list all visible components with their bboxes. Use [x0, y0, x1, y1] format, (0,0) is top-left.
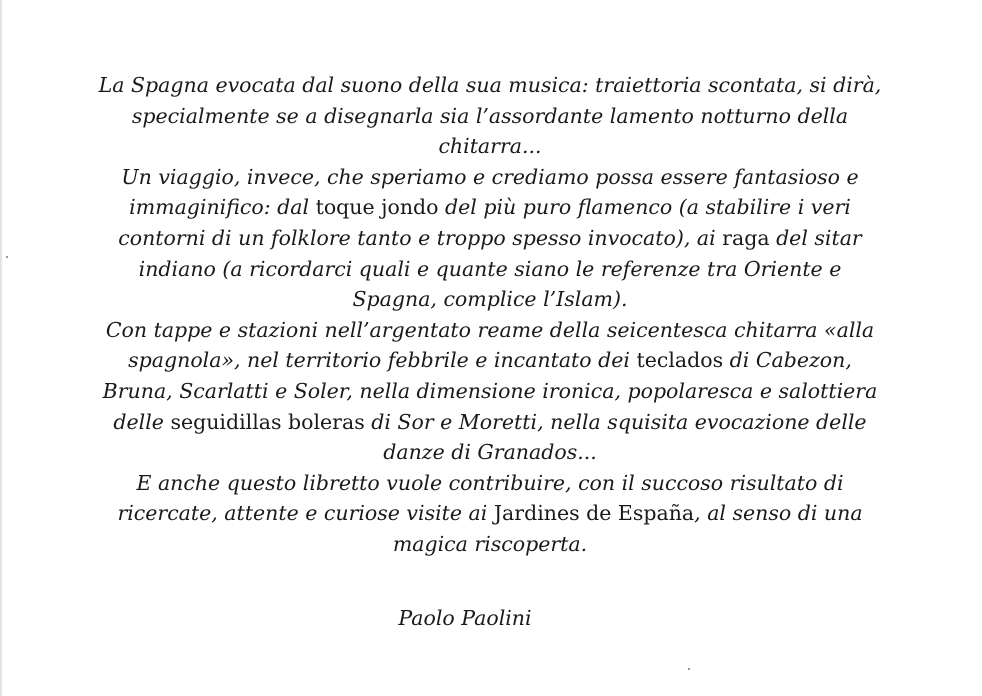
italic-phrase: delle — [113, 409, 171, 434]
roman-phrase: seguidillas boleras — [170, 409, 365, 434]
italic-phrase: ricercate, attente e curiose visite ai — [117, 501, 494, 526]
italic-phrase: del più puro flamenco (a stabilire i veri — [438, 195, 851, 220]
roman-phrase: Jardines de España — [493, 501, 695, 526]
author-signature: Paolo Paolini — [398, 606, 532, 630]
italic-phrase: di Sor e Moretti, nella squisita evocazione delle — [364, 409, 867, 434]
text-line — [40, 498, 940, 529]
roman-phrase: teclados — [636, 348, 724, 373]
scan-edge — [0, 0, 3, 696]
text-line — [40, 529, 940, 560]
italic-phrase: Bruna, Scarlatti e Soler, nella dimensione ironica, popolaresca e salottiera — [102, 378, 878, 403]
text-line — [40, 192, 940, 223]
text-line — [40, 254, 940, 285]
italic-phrase: immaginifico: dal — [129, 195, 316, 220]
italic-phrase: chitarra... — [438, 134, 542, 159]
text-line — [40, 345, 940, 376]
italic-phrase: Con tappe e stazioni nell’argentato reame della seicentesca chitarra «alla — [105, 317, 875, 342]
text-line — [40, 437, 940, 468]
italic-phrase: , al senso di una — [694, 501, 863, 526]
text-line — [40, 131, 940, 162]
italic-phrase: danze di Granados... — [383, 440, 597, 465]
text-line — [40, 315, 940, 346]
italic-phrase: contorni di un folklore tanto e troppo spesso invocato), ai — [118, 225, 723, 250]
text-line — [40, 223, 940, 254]
italic-phrase: specialmente se a disegnarla sia l’assordante lamento notturno della — [131, 103, 849, 128]
scan-speck — [688, 668, 690, 670]
text-line — [40, 284, 940, 315]
italic-phrase: di Cabezon, — [723, 348, 852, 373]
italic-phrase: La Spagna evocata dal suono della sua musica: traiettoria scontata, si dirà, — [98, 73, 882, 97]
italic-phrase: Un viaggio, invece, che speriamo e crediamo possa essere fantasioso e — [121, 164, 859, 189]
scan-speck — [6, 256, 8, 258]
italic-phrase: spagnola», nel territorio febbrile e incantato dei — [128, 348, 637, 373]
text-line — [40, 407, 940, 438]
italic-phrase: E anche questo libretto vuole contribuire, con il succoso risultato di — [136, 470, 844, 495]
text-line — [40, 70, 940, 101]
italic-phrase: Spagna, complice l’Islam). — [352, 287, 628, 312]
italic-phrase: indiano (a ricordarci quali e quante siano le referenze tra Oriente e — [138, 256, 842, 281]
text-line — [40, 162, 940, 193]
roman-phrase: raga — [722, 225, 770, 250]
roman-phrase: toque jondo — [315, 195, 439, 220]
text-line — [40, 468, 940, 499]
body-text — [40, 70, 940, 560]
italic-phrase: magica riscoperta. — [392, 531, 588, 556]
text-line — [40, 376, 940, 407]
text-line — [40, 101, 940, 132]
italic-phrase: del sitar — [769, 225, 862, 250]
